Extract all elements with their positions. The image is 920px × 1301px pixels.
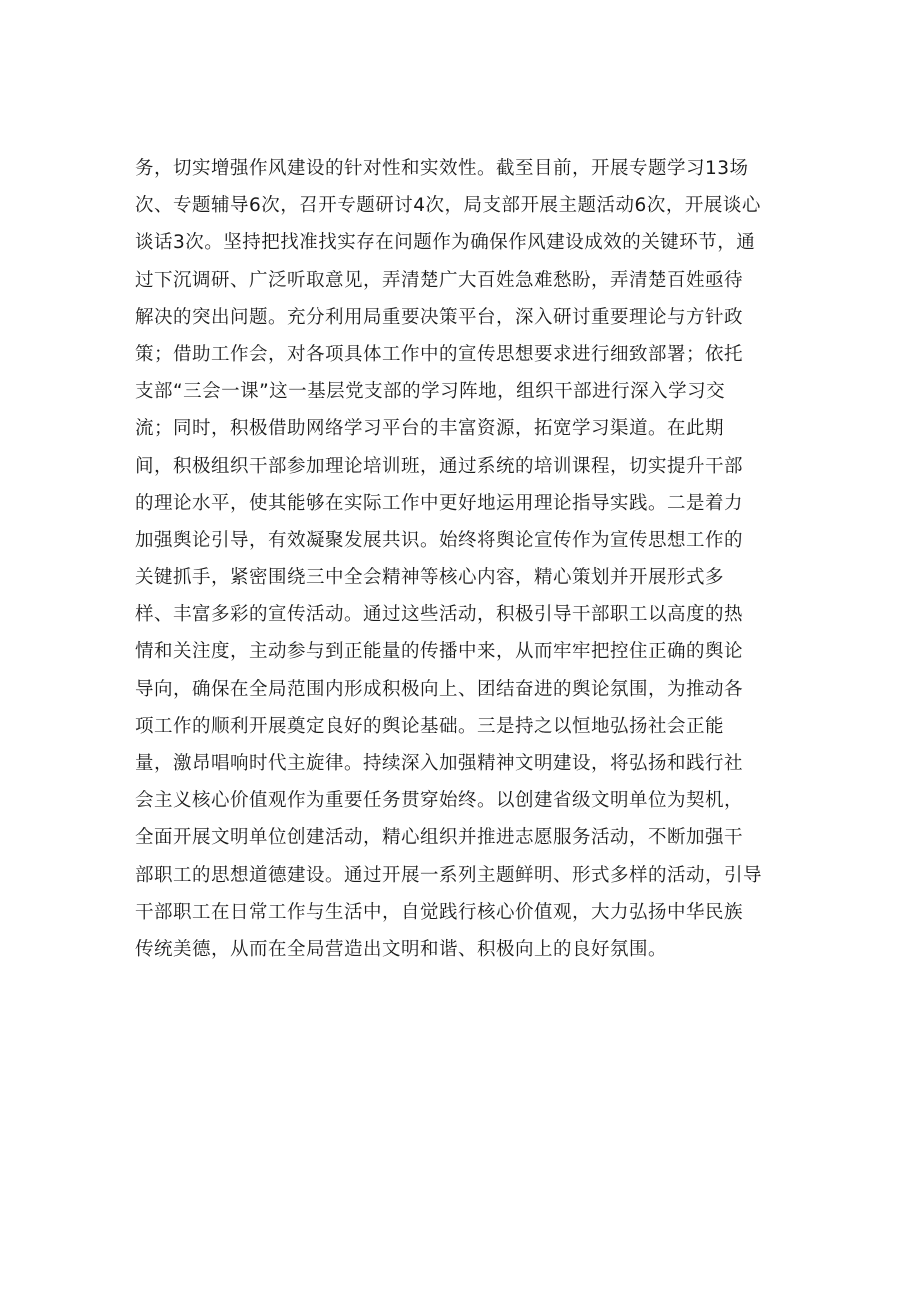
text-line: 关键抓手，紧密围绕三中全会精神等核心内容，精心策划并开展形式多	[135, 567, 725, 589]
text-line: 加强舆论引导，有效凝聚发展共识。始终将舆论宣传作为宣传思想工作的	[135, 529, 744, 551]
text-line: 支部“三会一课”这一基层党支部的学习阵地，组织干部进行深入学习交	[135, 381, 726, 403]
text-line: 导向，确保在全局范围内形成积极向上、团结奋进的舆论氛围，为推动各	[135, 678, 744, 700]
text-line: 流；同时，积极借助网络学习平台的丰富资源，拓宽学习渠道。在此期	[135, 418, 725, 440]
text-line: 务，切实增强作风建设的针对性和实效性。截至目前，开展专题学习13场	[135, 158, 749, 179]
text-line: 解决的突出问题。充分利用局重要决策平台，深入研讨重要理论与方针政	[135, 306, 744, 328]
text-line: 间，积极组织干部参加理论培训班，通过系统的培训课程，切实提升干部	[135, 455, 744, 477]
text-line: 的理论水平，使其能够在实际工作中更好地运用理论指导实践。二是着力	[135, 492, 744, 514]
body-text	[135, 150, 795, 968]
text-line: 样、丰富多彩的宣传活动。通过这些活动，积极引导干部职工以高度的热	[135, 604, 744, 626]
text-line: 量，激昂唱响时代主旋律。持续深入加强精神文明建设，将弘扬和践行社	[135, 753, 744, 774]
text-line: 干部职工在日常工作与生活中，自觉践行核心价值观，大力弘扬中华民族	[135, 901, 744, 923]
text-line: 策；借助工作会，对各项具体工作中的宣传思想要求进行细致部署；依托	[135, 343, 744, 365]
text-line: 过下沉调研、广泛听取意见，弄清楚广大百姓急难愁盼，弄清楚百姓亟待	[135, 269, 744, 291]
text-line: 传统美德，从而在全局营造出文明和谐、积极向上的良好氛围。	[135, 938, 668, 960]
text-line: 项工作的顺利开展奠定良好的舆论基础。三是持之以恒地弘扬社会正能	[135, 715, 725, 737]
text-line: 谈话3次。坚持把找准找实存在问题作为确保作风建设成效的关键环节，通	[135, 232, 756, 254]
text-line: 部职工的思想道德建设。通过开展一系列主题鲜明、形式多样的活动，引导	[135, 864, 763, 886]
text-line: 全面开展文明单位创建活动，精心组织并推进志愿服务活动，不断加强干	[135, 827, 744, 849]
text-line: 次、专题辅导6次，召开专题研讨4次，局支部开展主题活动6次，开展谈心	[135, 195, 761, 217]
text-line: 情和关注度，主动参与到正能量的传播中来，从而牢牢把控住正确的舆论	[135, 641, 744, 663]
text-line: 会主义核心价值观作为重要任务贯穿始终。以创建省级文明单位为契机，	[135, 790, 744, 812]
